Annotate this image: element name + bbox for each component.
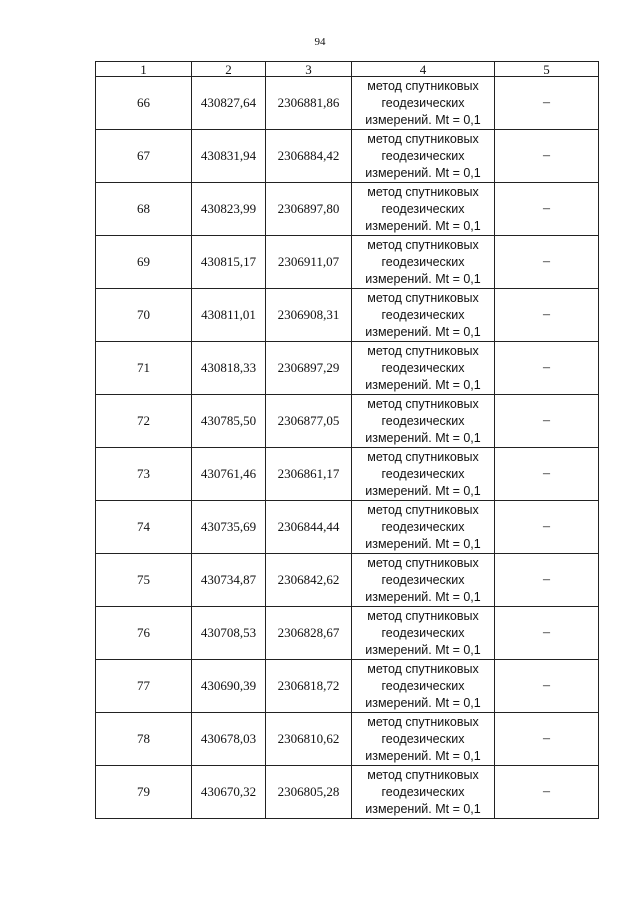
- x-coordinate-cell: 430827,64: [192, 77, 266, 130]
- x-coordinate-cell: 430678,03: [192, 713, 266, 766]
- x-coordinate-cell: 430785,50: [192, 395, 266, 448]
- note-cell: –: [495, 77, 599, 130]
- note-cell: –: [495, 236, 599, 289]
- point-number-cell: 72: [96, 395, 192, 448]
- point-number-cell: 66: [96, 77, 192, 130]
- column-header-4: 4: [352, 62, 495, 77]
- note-cell: –: [495, 130, 599, 183]
- note-cell: –: [495, 660, 599, 713]
- note-cell: –: [495, 289, 599, 342]
- point-number-cell: 76: [96, 607, 192, 660]
- point-number-cell: 77: [96, 660, 192, 713]
- note-cell: –: [495, 554, 599, 607]
- method-cell: метод спутниковых геодезических измерений. Mt = 0,1: [352, 236, 495, 289]
- point-number-cell: 68: [96, 183, 192, 236]
- point-number-cell: 75: [96, 554, 192, 607]
- table-row: [96, 713, 599, 766]
- method-cell: метод спутниковых геодезических измерений. Mt = 0,1: [352, 183, 495, 236]
- table-row: [96, 183, 599, 236]
- column-header-3: 3: [266, 62, 352, 77]
- y-coordinate-cell: 2306810,62: [266, 713, 352, 766]
- coordinates-table: [95, 61, 599, 819]
- y-coordinate-cell: 2306844,44: [266, 501, 352, 554]
- y-coordinate-cell: 2306877,05: [266, 395, 352, 448]
- method-cell: метод спутниковых геодезических измерений. Mt = 0,1: [352, 766, 495, 819]
- table-row: [96, 607, 599, 660]
- x-coordinate-cell: 430670,32: [192, 766, 266, 819]
- note-cell: –: [495, 183, 599, 236]
- point-number-cell: 71: [96, 342, 192, 395]
- page-number: 94: [314, 36, 326, 48]
- x-coordinate-cell: 430831,94: [192, 130, 266, 183]
- note-cell: –: [495, 607, 599, 660]
- column-header-5: 5: [495, 62, 599, 77]
- method-cell: метод спутниковых геодезических измерений. Mt = 0,1: [352, 395, 495, 448]
- point-number-cell: 79: [96, 766, 192, 819]
- method-cell: метод спутниковых геодезических измерений. Mt = 0,1: [352, 713, 495, 766]
- method-cell: метод спутниковых геодезических измерений. Mt = 0,1: [352, 289, 495, 342]
- x-coordinate-cell: 430690,39: [192, 660, 266, 713]
- x-coordinate-cell: 430735,69: [192, 501, 266, 554]
- x-coordinate-cell: 430815,17: [192, 236, 266, 289]
- x-coordinate-cell: 430761,46: [192, 448, 266, 501]
- note-cell: –: [495, 448, 599, 501]
- method-cell: метод спутниковых геодезических измерений. Mt = 0,1: [352, 130, 495, 183]
- method-cell: метод спутниковых геодезических измерений. Mt = 0,1: [352, 448, 495, 501]
- note-cell: –: [495, 395, 599, 448]
- y-coordinate-cell: 2306828,67: [266, 607, 352, 660]
- table-row: [96, 289, 599, 342]
- column-header-1: 1: [96, 62, 192, 77]
- table-row: [96, 77, 599, 130]
- x-coordinate-cell: 430823,99: [192, 183, 266, 236]
- point-number-cell: 67: [96, 130, 192, 183]
- note-cell: –: [495, 342, 599, 395]
- y-coordinate-cell: 2306897,80: [266, 183, 352, 236]
- point-number-cell: 69: [96, 236, 192, 289]
- table-row: [96, 448, 599, 501]
- table-row: [96, 342, 599, 395]
- y-coordinate-cell: 2306881,86: [266, 77, 352, 130]
- table-row: [96, 130, 599, 183]
- method-cell: метод спутниковых геодезических измерений. Mt = 0,1: [352, 77, 495, 130]
- x-coordinate-cell: 430818,33: [192, 342, 266, 395]
- y-coordinate-cell: 2306911,07: [266, 236, 352, 289]
- point-number-cell: 73: [96, 448, 192, 501]
- x-coordinate-cell: 430708,53: [192, 607, 266, 660]
- table-row: [96, 660, 599, 713]
- x-coordinate-cell: 430811,01: [192, 289, 266, 342]
- table-row: [96, 395, 599, 448]
- y-coordinate-cell: 2306842,62: [266, 554, 352, 607]
- note-cell: –: [495, 713, 599, 766]
- y-coordinate-cell: 2306908,31: [266, 289, 352, 342]
- y-coordinate-cell: 2306861,17: [266, 448, 352, 501]
- method-cell: метод спутниковых геодезических измерений. Mt = 0,1: [352, 660, 495, 713]
- y-coordinate-cell: 2306805,28: [266, 766, 352, 819]
- table-header-row: [96, 62, 599, 77]
- table-row: [96, 554, 599, 607]
- point-number-cell: 70: [96, 289, 192, 342]
- column-header-2: 2: [192, 62, 266, 77]
- table-body: [96, 77, 599, 819]
- method-cell: метод спутниковых геодезических измерений. Mt = 0,1: [352, 501, 495, 554]
- point-number-cell: 78: [96, 713, 192, 766]
- method-cell: метод спутниковых геодезических измерений. Mt = 0,1: [352, 554, 495, 607]
- point-number-cell: 74: [96, 501, 192, 554]
- x-coordinate-cell: 430734,87: [192, 554, 266, 607]
- y-coordinate-cell: 2306884,42: [266, 130, 352, 183]
- method-cell: метод спутниковых геодезических измерений. Mt = 0,1: [352, 607, 495, 660]
- note-cell: –: [495, 501, 599, 554]
- method-cell: метод спутниковых геодезических измерений. Mt = 0,1: [352, 342, 495, 395]
- note-cell: –: [495, 766, 599, 819]
- table-row: [96, 236, 599, 289]
- y-coordinate-cell: 2306818,72: [266, 660, 352, 713]
- table-row: [96, 766, 599, 819]
- y-coordinate-cell: 2306897,29: [266, 342, 352, 395]
- table-row: [96, 501, 599, 554]
